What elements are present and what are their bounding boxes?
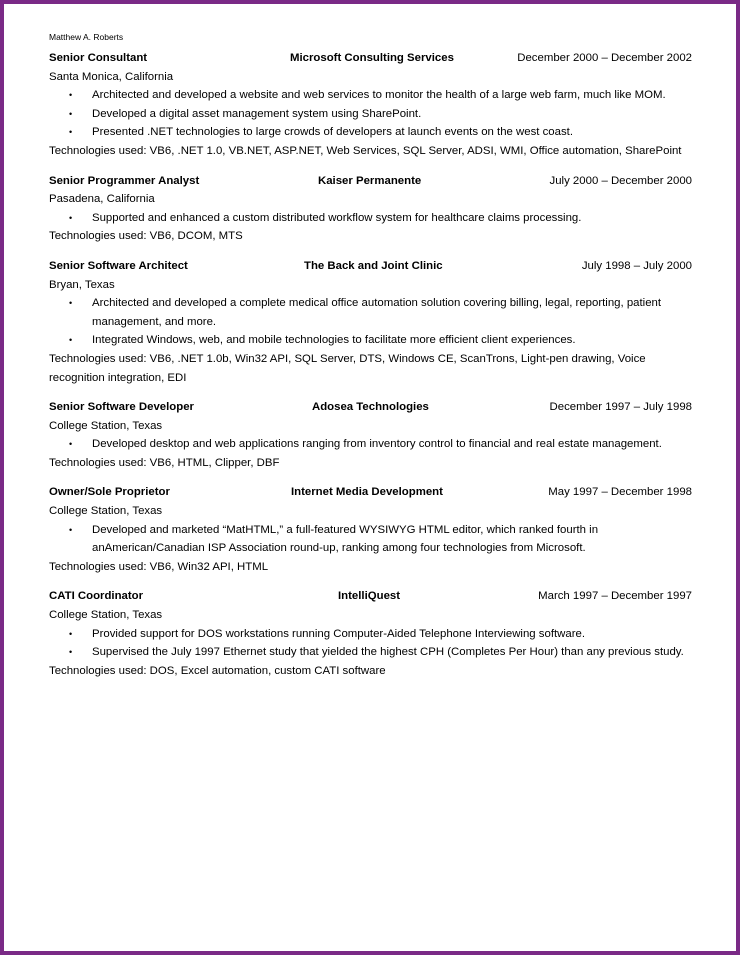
job-dates: March 1997 – December 1997	[538, 590, 692, 603]
job-company: Adosea Technologies	[312, 401, 429, 414]
bullet-icon: •	[69, 298, 73, 309]
bullet-item	[49, 331, 692, 350]
bullet-item	[49, 294, 692, 331]
bullet-text: Provided support for DOS workstations running Computer-Aided Telephone Interviewing software.	[92, 627, 586, 640]
job-entry	[49, 587, 692, 680]
bullet-icon: •	[69, 439, 73, 450]
job-title: Senior Consultant	[49, 52, 148, 64]
bullet-text: Presented .NET technologies to large crowds of developers at launch events on the west coast.	[92, 126, 574, 139]
job-dates: December 2000 – December 2002	[517, 52, 692, 64]
bullet-text: Integrated Windows, web, and mobile technologies to facilitate more efficient client experiences.	[92, 334, 576, 347]
bullet-item	[49, 435, 692, 454]
job-header	[49, 398, 692, 417]
job-dates: December 1997 – July 1998	[549, 401, 692, 414]
job-bullets	[49, 435, 692, 454]
bullet-text: Supported and enhanced a custom distributed workflow system for healthcare claims processing.	[92, 211, 582, 224]
job-entry	[49, 398, 692, 472]
job-location: College Station, Texas	[49, 609, 163, 622]
job-location: College Station, Texas	[49, 419, 163, 432]
job-title: CATI Coordinator	[49, 590, 144, 603]
bullet-icon: •	[69, 335, 73, 346]
job-dates: July 2000 – December 2000	[549, 174, 692, 187]
job-dates: May 1997 – December 1998	[548, 486, 692, 499]
job-title: Senior Software Architect	[49, 259, 188, 272]
job-header	[49, 172, 692, 191]
resume-page	[49, 31, 692, 691]
job-header	[49, 49, 692, 68]
job-technologies: Technologies used: VB6, HTML, Clipper, DBF	[49, 456, 280, 469]
bullet-item	[49, 105, 692, 124]
author-name: Matthew A. Roberts	[49, 32, 124, 42]
bullet-item	[49, 643, 692, 662]
bullet-text: Developed desktop and web applications ranging from inventory control to financial and real estate management.	[92, 438, 662, 451]
bullet-item	[49, 123, 692, 142]
job-technologies: Technologies used: VB6, .NET 1.0b, Win32 API, SQL Server, DTS, Windows CE, ScanTrons, Light-pen drawing, Voice recognition integration, EDI	[49, 352, 646, 384]
job-header	[49, 257, 692, 276]
job-location: College Station, Texas	[49, 505, 163, 518]
bullet-icon: •	[69, 90, 73, 101]
job-location: Bryan, Texas	[49, 278, 115, 291]
job-location: Santa Monica, California	[49, 70, 174, 83]
job-dates: July 1998 – July 2000	[581, 259, 692, 272]
bullet-icon: •	[69, 212, 73, 223]
job-bullets	[49, 209, 692, 228]
job-company: Kaiser Permanente	[318, 174, 422, 187]
bullet-item	[49, 209, 692, 228]
bullet-icon: •	[69, 647, 73, 658]
job-technologies: Technologies used: VB6, Win32 API, HTML	[49, 560, 269, 573]
job-bullets	[49, 294, 692, 350]
job-bullets	[49, 521, 692, 558]
job-company: Microsoft Consulting Services	[290, 52, 454, 64]
job-location: Pasadena, California	[49, 193, 155, 206]
bullet-text: Developed a digital asset management system using SharePoint.	[92, 107, 422, 120]
job-technologies: Technologies used: VB6, .NET 1.0, VB.NET, ASP.NET, Web Services, SQL Server, ADSI, WMI, Office automation, SharePoint	[49, 144, 682, 157]
job-company: IntelliQuest	[338, 590, 401, 603]
bullet-icon: •	[69, 524, 73, 535]
bullet-text: Architected and developed a complete medical office automation solution covering billing, legal, reporting, patient management, and more.	[92, 297, 662, 328]
bullet-text: Developed and marketed “MatHTML,” a full-featured WYSIWYG HTML editor, which ranked fourth in anAmerican/Canadian ISP Association round-up, ranking among four technologies from Microsoft.	[92, 523, 599, 555]
job-technologies: Technologies used: DOS, Excel automation, custom CATI software	[49, 664, 386, 677]
bullet-text: Supervised the July 1997 Ethernet study that yielded the highest CPH (Completes Per Hour) than any previous study.	[92, 646, 684, 659]
bullet-icon: •	[69, 127, 73, 138]
bullet-item	[49, 86, 692, 105]
bullet-item	[49, 521, 692, 558]
bullet-icon: •	[69, 628, 73, 639]
job-technologies: Technologies used: VB6, DCOM, MTS	[49, 230, 243, 243]
job-title: Owner/Sole Proprietor	[49, 486, 170, 499]
job-header	[49, 483, 692, 502]
bullet-text: Architected and developed a website and web services to monitor the health of a large web farm, much like MOM.	[92, 89, 666, 102]
bullet-icon: •	[69, 108, 73, 119]
job-entry	[49, 483, 692, 576]
job-header	[49, 587, 692, 606]
job-company: The Back and Joint Clinic	[304, 259, 443, 272]
job-bullets	[49, 86, 692, 142]
job-entry	[49, 172, 692, 246]
job-entry	[49, 49, 692, 161]
job-title: Senior Programmer Analyst	[49, 174, 200, 187]
job-title: Senior Software Developer	[49, 401, 194, 414]
job-company: Internet Media Development	[291, 486, 443, 499]
job-bullets	[49, 625, 692, 662]
bullet-item	[49, 625, 692, 644]
job-entry	[49, 257, 692, 387]
